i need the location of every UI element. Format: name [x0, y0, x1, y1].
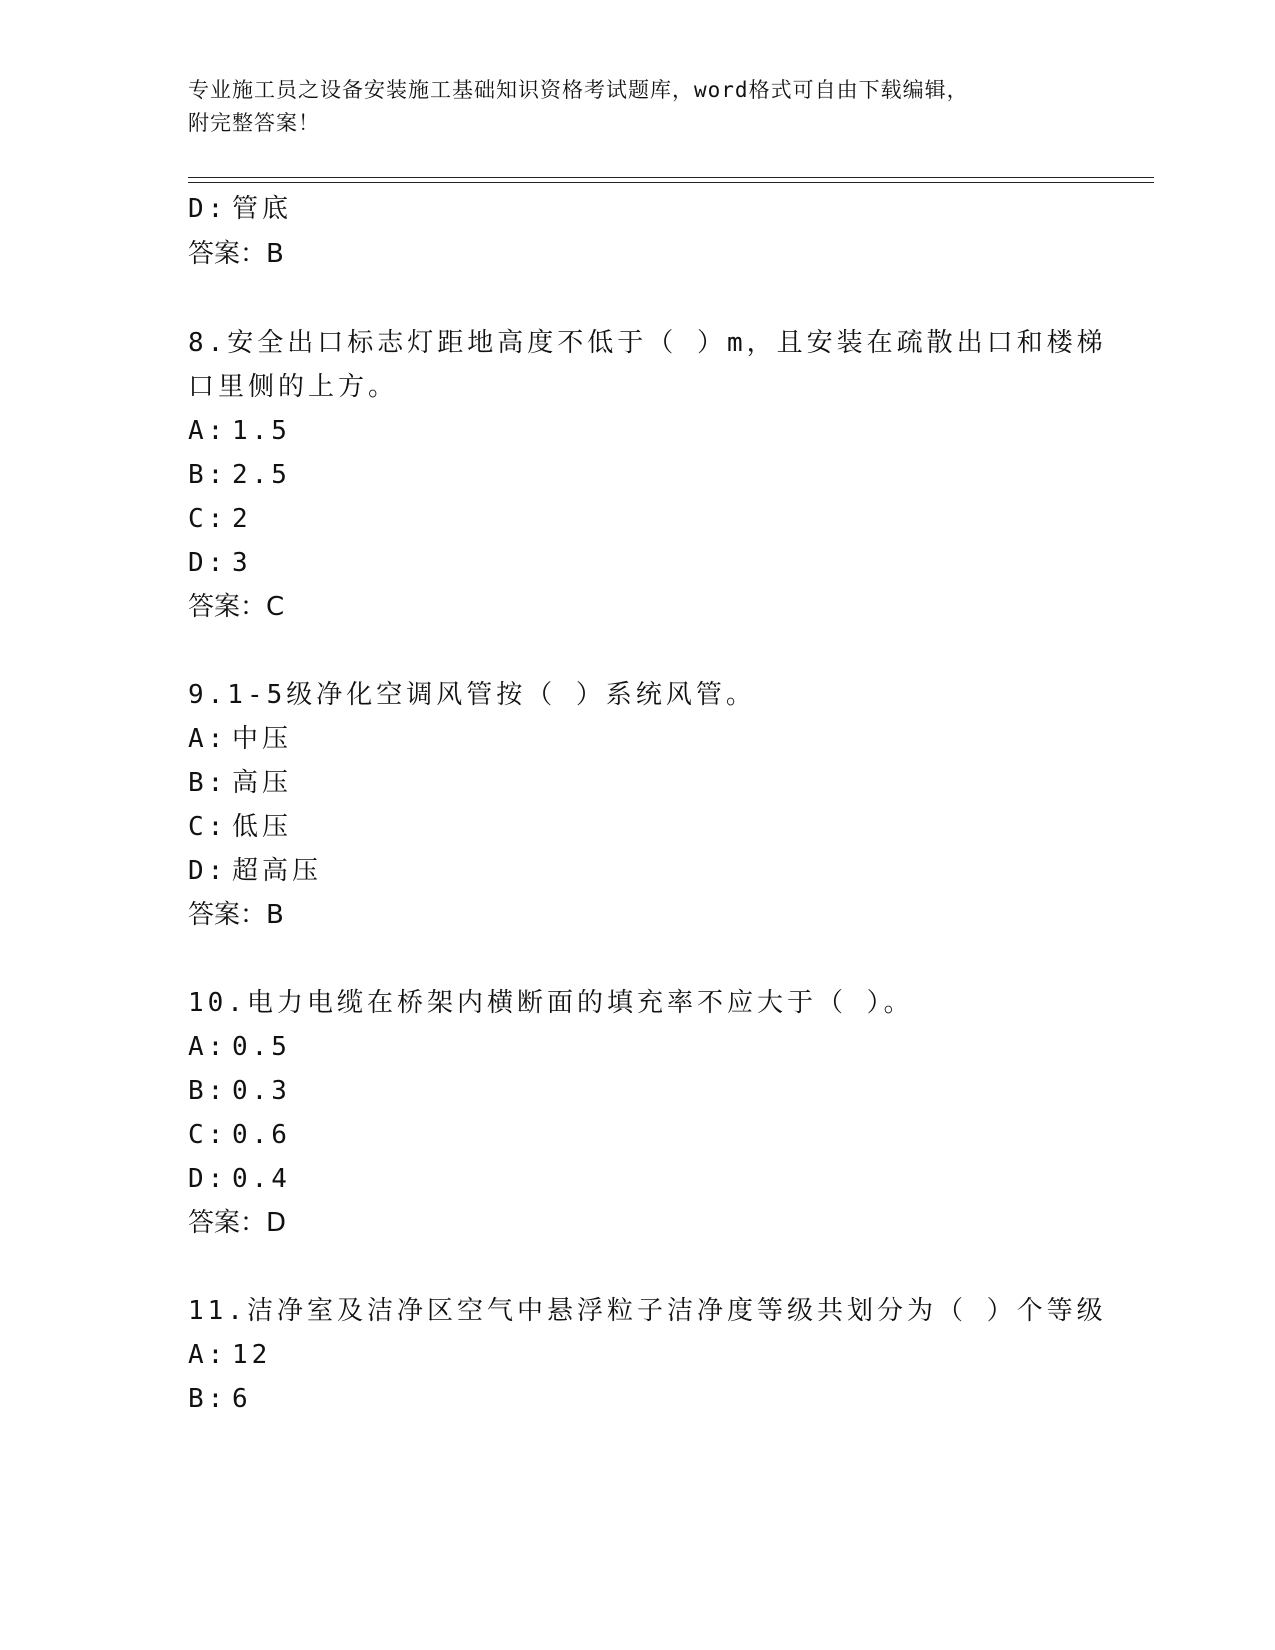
question-10-stem: 10.电力电缆在桥架内横断面的填充率不应大于（ ）。	[188, 988, 914, 1018]
option-d-prev	[188, 192, 292, 226]
question-9-stem: 9.1-5级净化空调风管按（ ）系统风管。	[188, 680, 756, 710]
question-10-option-b	[188, 1074, 291, 1108]
question-9-option-b	[188, 766, 292, 800]
question-8-stem-line-2: 口里侧的上方。	[188, 372, 399, 402]
option-key: C:	[188, 812, 228, 842]
option-key: A:	[188, 416, 228, 446]
question-10-answer: 答案：D	[188, 1208, 287, 1238]
question-9-option-c	[188, 810, 292, 844]
option-text: 2	[232, 504, 252, 534]
option-key: B:	[188, 460, 228, 490]
header-line-1: 专业施工员之设备安装施工基础知识资格考试题库，word格式可自由下载编辑，	[188, 78, 969, 102]
option-text: 3	[232, 548, 252, 578]
option-text: 2.5	[232, 460, 291, 490]
header-rule-bottom	[188, 182, 1154, 183]
question-11-stem: 11.洁净室及洁净区空气中悬浮粒子洁净度等级共划分为（ ）个等级	[188, 1296, 1107, 1326]
question-9-answer: 答案：B	[188, 900, 284, 930]
option-text: 1.5	[232, 416, 291, 446]
option-text: 0.6	[232, 1120, 291, 1150]
header-rule-top	[188, 177, 1154, 178]
option-text: 管底	[232, 194, 293, 224]
question-9-option-a	[188, 722, 292, 756]
question-8-stem-line-1: 8.安全出口标志灯距地高度不低于（ ）m，且安装在疏散出口和楼梯	[188, 328, 1107, 358]
question-11-option-a	[188, 1338, 271, 1372]
option-text: 0.3	[232, 1076, 291, 1106]
option-key: D:	[188, 194, 228, 224]
option-text: 超高压	[232, 856, 323, 886]
question-11-option-b	[188, 1382, 252, 1416]
option-key: B:	[188, 768, 228, 798]
option-text: 6	[232, 1384, 252, 1414]
option-text: 12	[232, 1340, 272, 1370]
page-header	[188, 74, 1088, 140]
option-key: B:	[188, 1076, 228, 1106]
option-key: D:	[188, 548, 228, 578]
header-line-2: 附完整答案！	[188, 111, 320, 135]
option-text: 高压	[232, 768, 293, 798]
question-9-option-d	[188, 854, 322, 888]
question-8-answer: 答案：C	[188, 592, 285, 622]
option-text: 0.5	[232, 1032, 291, 1062]
option-key: B:	[188, 1384, 228, 1414]
question-10-option-d	[188, 1162, 291, 1196]
question-8-option-c	[188, 502, 252, 536]
option-key: D:	[188, 1164, 228, 1194]
option-text: 低压	[232, 812, 293, 842]
question-8-option-a	[188, 414, 291, 448]
option-key: C:	[188, 504, 228, 534]
option-text: 0.4	[232, 1164, 291, 1194]
answer-prev: 答案：B	[188, 239, 284, 269]
option-key: C:	[188, 1120, 228, 1150]
option-key: A:	[188, 724, 228, 754]
question-8-option-b	[188, 458, 291, 492]
option-key: A:	[188, 1340, 228, 1370]
option-key: A:	[188, 1032, 228, 1062]
question-10-option-a	[188, 1030, 291, 1064]
question-10-option-c	[188, 1118, 291, 1152]
question-8-option-d	[188, 546, 252, 580]
option-text: 中压	[232, 724, 293, 754]
option-key: D:	[188, 856, 228, 886]
